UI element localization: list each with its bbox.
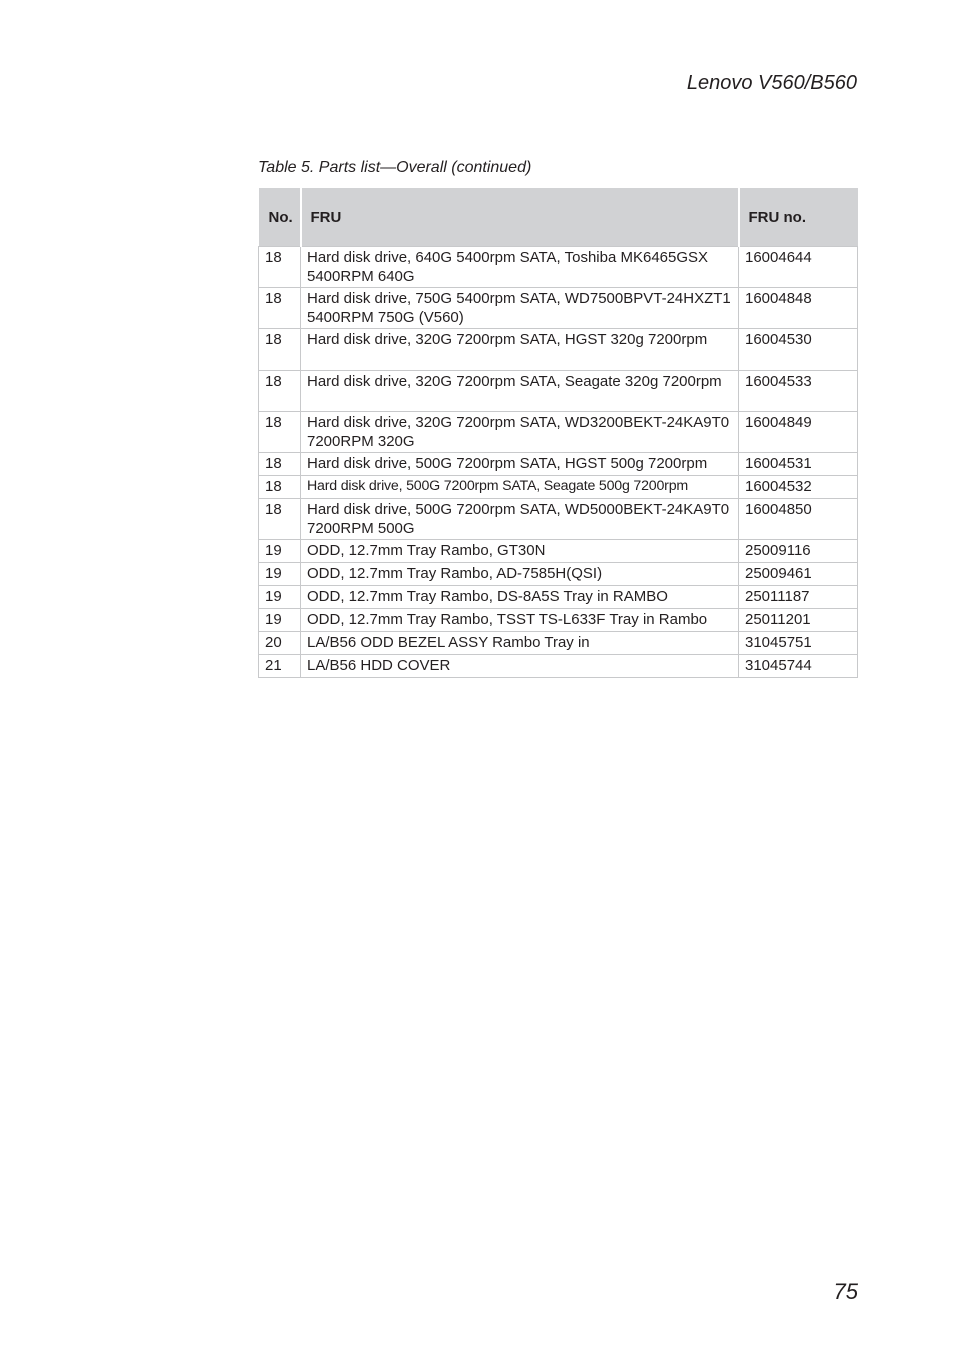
table-row — [259, 609, 858, 632]
table-row — [259, 453, 858, 476]
table-row — [259, 499, 858, 540]
table-row — [259, 655, 858, 678]
cell-fru: Hard disk drive, 500G 7200rpm SATA, Seagate 500g 7200rpm — [301, 476, 739, 499]
table-row — [259, 329, 858, 371]
cell-fru: ODD, 12.7mm Tray Rambo, GT30N — [301, 540, 739, 563]
cell-fru-no: 16004848 — [739, 288, 858, 329]
cell-fru-no: 31045751 — [739, 632, 858, 655]
table-row — [259, 540, 858, 563]
cell-fru: Hard disk drive, 320G 7200rpm SATA, Seagate 320g 7200rpm — [301, 371, 739, 412]
cell-no: 18 — [259, 288, 301, 329]
cell-fru: LA/B56 HDD COVER — [301, 655, 739, 678]
table-body — [259, 247, 858, 678]
cell-no: 19 — [259, 540, 301, 563]
column-header-fru-no: FRU no. — [739, 188, 858, 247]
cell-no: 18 — [259, 247, 301, 288]
cell-fru-no: 16004644 — [739, 247, 858, 288]
table-row — [259, 247, 858, 288]
cell-no: 18 — [259, 371, 301, 412]
table-row — [259, 371, 858, 412]
cell-fru-no: 25011201 — [739, 609, 858, 632]
cell-no: 18 — [259, 453, 301, 476]
table-row — [259, 288, 858, 329]
cell-fru: Hard disk drive, 640G 5400rpm SATA, Toshiba MK6465GSX 5400RPM 640G — [301, 247, 739, 288]
cell-no: 19 — [259, 586, 301, 609]
cell-fru: LA/B56 ODD BEZEL ASSY Rambo Tray in — [301, 632, 739, 655]
table-row — [259, 586, 858, 609]
table-row — [259, 476, 858, 499]
table-row — [259, 563, 858, 586]
cell-no: 18 — [259, 476, 301, 499]
cell-no: 19 — [259, 609, 301, 632]
cell-fru-no: 16004850 — [739, 499, 858, 540]
column-header-fru: FRU — [301, 188, 739, 247]
cell-fru: ODD, 12.7mm Tray Rambo, AD-7585H(QSI) — [301, 563, 739, 586]
running-header-title: Lenovo V560/B560 — [686, 72, 857, 94]
cell-fru: ODD, 12.7mm Tray Rambo, DS-8A5S Tray in RAMBO — [301, 586, 739, 609]
cell-no: 18 — [259, 499, 301, 540]
cell-fru: Hard disk drive, 320G 7200rpm SATA, HGST 320g 7200rpm — [301, 329, 739, 371]
cell-fru-no: 16004533 — [739, 371, 858, 412]
table-header — [259, 188, 858, 247]
table-caption: Table 5. Parts list—Overall (continued) — [258, 159, 532, 176]
cell-fru-no: 16004532 — [739, 476, 858, 499]
cell-fru-no: 16004849 — [739, 412, 858, 453]
parts-list-table — [258, 188, 858, 678]
cell-fru-no: 25009116 — [739, 540, 858, 563]
cell-fru-no: 16004530 — [739, 329, 858, 371]
cell-fru-no: 31045744 — [739, 655, 858, 678]
cell-no: 21 — [259, 655, 301, 678]
cell-no: 18 — [259, 412, 301, 453]
cell-fru: Hard disk drive, 500G 7200rpm SATA, HGST 500g 7200rpm — [301, 453, 739, 476]
cell-fru-no: 16004531 — [739, 453, 858, 476]
column-header-no: No. — [259, 188, 301, 247]
cell-fru: ODD, 12.7mm Tray Rambo, TSST TS-L633F Tray in Rambo — [301, 609, 739, 632]
cell-no: 19 — [259, 563, 301, 586]
cell-fru-no: 25009461 — [739, 563, 858, 586]
table-row — [259, 412, 858, 453]
cell-fru-no: 25011187 — [739, 586, 858, 609]
table-row — [259, 632, 858, 655]
page-number: 75 — [833, 1279, 858, 1304]
cell-fru: Hard disk drive, 750G 5400rpm SATA, WD7500BPVT-24HXZT1 5400RPM 750G (V560) — [301, 288, 739, 329]
cell-fru: Hard disk drive, 500G 7200rpm SATA, WD5000BEKT-24KA9T0 7200RPM 500G — [301, 499, 739, 540]
cell-no: 18 — [259, 329, 301, 371]
cell-fru: Hard disk drive, 320G 7200rpm SATA, WD3200BEKT-24KA9T0 7200RPM 320G — [301, 412, 739, 453]
cell-no: 20 — [259, 632, 301, 655]
